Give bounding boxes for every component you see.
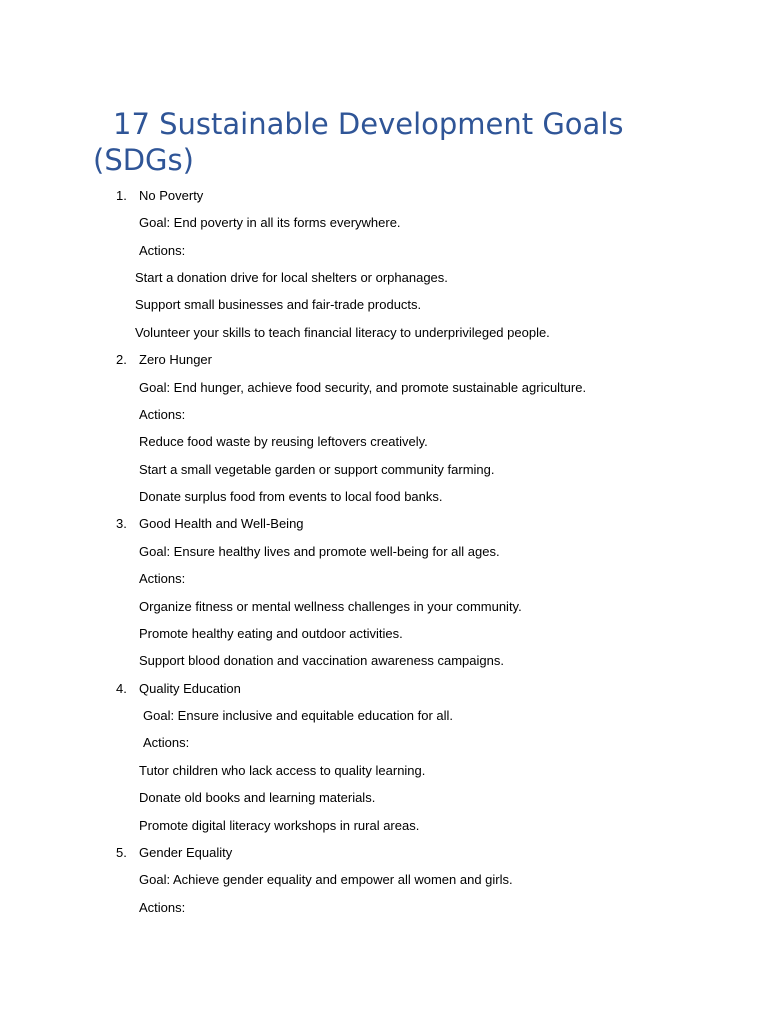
- action-item: Donate old books and learning materials.: [139, 790, 376, 805]
- actions-label: Actions:: [139, 407, 186, 422]
- section-heading: Quality Education: [139, 681, 241, 696]
- action-item: Start a donation drive for local shelters or orphanages.: [135, 270, 448, 285]
- action-item: Reduce food waste by reusing leftovers creatively.: [139, 434, 428, 449]
- goal-text: Goal: Achieve gender equality and empower all women and girls.: [139, 872, 513, 887]
- action-item: Donate surplus food from events to local food banks.: [139, 489, 443, 504]
- action-item: Support small businesses and fair-trade products.: [135, 297, 422, 312]
- action-item: Support blood donation and vaccination awareness campaigns.: [139, 653, 504, 668]
- page-title: 17 Sustainable Development Goals (SDGs): [93, 107, 624, 177]
- goal-text: Goal: End hunger, achieve food security, and promote sustainable agriculture.: [139, 380, 587, 395]
- goal-text: Goal: End poverty in all its forms everywhere.: [139, 215, 401, 230]
- section-number: 1.: [116, 188, 127, 203]
- action-item: Volunteer your skills to teach financial literacy to underprivileged people.: [135, 325, 550, 340]
- actions-label: Actions:: [143, 735, 190, 750]
- actions-label: Actions:: [139, 900, 186, 915]
- action-item: Promote healthy eating and outdoor activities.: [139, 626, 403, 641]
- section-number: 3.: [116, 516, 127, 531]
- section-number: 4.: [116, 681, 127, 696]
- action-item: Organize fitness or mental wellness challenges in your community.: [139, 599, 522, 614]
- section-heading: Zero Hunger: [139, 352, 212, 367]
- action-item: Tutor children who lack access to quality learning.: [139, 763, 426, 778]
- section-heading: Gender Equality: [139, 845, 233, 860]
- goal-text: Goal: Ensure healthy lives and promote well-being for all ages.: [139, 544, 500, 559]
- action-item: Promote digital literacy workshops in rural areas.: [139, 818, 420, 833]
- goal-text: Goal: Ensure inclusive and equitable education for all.: [143, 708, 454, 723]
- action-item: Start a small vegetable garden or support community farming.: [139, 462, 495, 477]
- section-heading: No Poverty: [139, 188, 204, 203]
- actions-label: Actions:: [139, 243, 186, 258]
- section-number: 2.: [116, 352, 127, 367]
- section-number: 5.: [116, 845, 127, 860]
- actions-label: Actions:: [139, 571, 186, 586]
- section-heading: Good Health and Well-Being: [139, 516, 304, 531]
